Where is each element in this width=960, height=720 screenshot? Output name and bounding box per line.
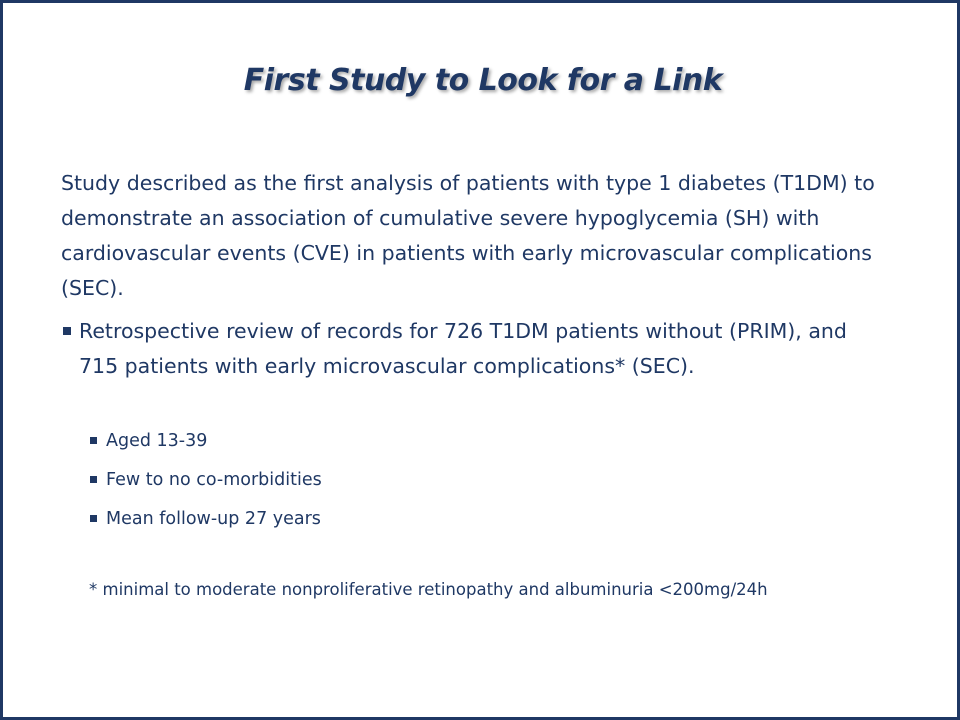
bullet-text: Retrospective review of records for 726 T1DM patients without (PRIM), and 715 patients with early microvascular complications* (SEC). <box>79 319 847 378</box>
intro-paragraph: Study described as the first analysis of patients with type 1 diabetes (T1DM) to demonstrate an association of cumulative severe hypoglycemia (SH) with cardiovascular events (CVE) in patients with early microvascular complications (SEC). <box>61 171 875 300</box>
square-bullet-icon <box>90 476 97 483</box>
footnote: * minimal to moderate nonproliferative retinopathy and albuminuria <200mg/24h <box>89 580 768 599</box>
sub-bullet-text: Mean follow-up 27 years <box>106 509 321 529</box>
bullet-retrospective-review <box>61 314 889 384</box>
sub-bullet-age <box>90 429 207 453</box>
sub-bullet-follow-up <box>90 507 321 531</box>
sub-bullet-text: Few to no co-morbidities <box>106 470 322 490</box>
sub-bullet-comorbidities <box>90 468 322 492</box>
slide-title: First Study to Look for a Link <box>243 63 723 98</box>
square-bullet-icon <box>63 327 71 335</box>
square-bullet-icon <box>90 515 97 522</box>
square-bullet-icon <box>90 437 97 444</box>
sub-bullet-text: Aged 13-39 <box>106 431 208 451</box>
